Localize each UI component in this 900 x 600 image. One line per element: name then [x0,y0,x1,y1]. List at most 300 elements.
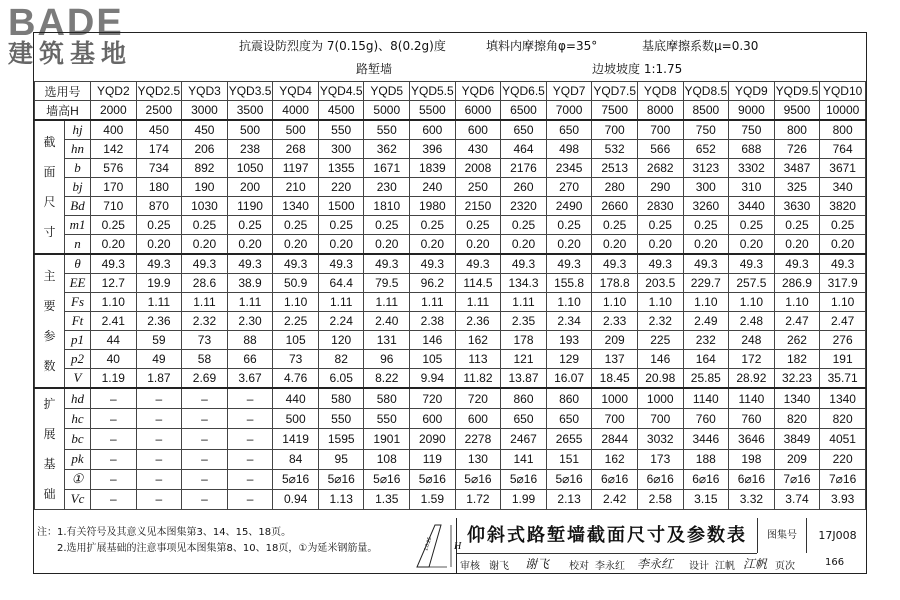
table-cell: 1500 [318,197,364,216]
table-cell: 892 [182,159,228,178]
table-cell: 114.5 [455,274,501,293]
table-cell: 96.2 [410,274,456,293]
model-col: YQD4.5 [318,82,364,101]
reviewer-signature: 谢飞 [525,557,550,571]
table-cell: 198 [729,449,775,469]
table-cell: 0.20 [592,235,638,255]
table-cell: 550 [318,409,364,429]
table-cell: – [91,489,137,509]
table-cell: 1.11 [364,293,410,312]
table-cell: 44 [91,331,137,350]
table-cell: 700 [637,409,683,429]
slope-label: 1:0.25 [423,536,434,552]
table-cell: 0.20 [683,235,729,255]
table-cell: 317.9 [820,274,866,293]
table-cell: 200 [227,178,273,197]
table-cell: 3671 [820,159,866,178]
table-cell: 2.13 [546,489,592,509]
table-cell: 49.3 [227,254,273,274]
table-cell: 1419 [273,429,319,449]
table-cell: 49.3 [91,254,137,274]
table-cell: 18.45 [592,369,638,389]
height-cell: 4000 [273,101,319,121]
table-cell: 173 [637,449,683,469]
table-cell: 0.20 [364,235,410,255]
table-cell: – [227,449,273,469]
table-row [35,216,866,235]
table-cell: 9.94 [410,369,456,389]
parameter-symbol: b [65,159,91,178]
group-label-char: 数 [43,359,56,373]
table-row [35,331,866,350]
table-cell: 5⌀16 [546,469,592,489]
table-cell: – [136,449,182,469]
model-col: YQD6.5 [501,82,547,101]
table-cell: 734 [136,159,182,178]
table-row [35,429,866,449]
table-cell: 49.3 [729,254,775,274]
table-cell: 1.11 [410,293,456,312]
table-cell: 1340 [273,197,319,216]
table-cell: 500 [273,409,319,429]
table-cell: 268 [273,140,319,159]
group-label [35,120,65,254]
table-cell: 193 [546,331,592,350]
drawing-title: 仰斜式路堑墙截面尺寸及参数表 [457,518,757,554]
table-row [35,254,866,274]
table-row [35,159,866,178]
table-row [35,449,866,469]
table-cell: 1140 [729,388,775,409]
table-cell: 1355 [318,159,364,178]
table-cell: 0.20 [501,235,547,255]
table-cell: 1839 [410,159,456,178]
table-cell: 2513 [592,159,638,178]
table-cell: 1.10 [820,293,866,312]
table-cell: – [227,429,273,449]
table-row [35,140,866,159]
table-cell: 49 [136,350,182,369]
table-cell: 3.74 [774,489,820,509]
table-cell: 532 [592,140,638,159]
table-cell: 280 [592,178,638,197]
table-cell: 96 [364,350,410,369]
table-cell: 2278 [455,429,501,449]
parameter-symbol: θ [65,254,91,274]
table-cell: 49.3 [637,254,683,274]
atlas-no: 17J008 [806,518,868,553]
table-cell: 726 [774,140,820,159]
checker-signature: 李永红 [637,557,674,571]
table-cell: 66 [227,350,273,369]
table-cell: 0.94 [273,489,319,509]
table-cell: 1197 [273,159,319,178]
table-cell: 95 [318,449,364,469]
table-cell: 1810 [364,197,410,216]
table-cell: 2345 [546,159,592,178]
table-cell: 225 [637,331,683,350]
table-cell: 600 [410,409,456,429]
table-row [35,120,866,140]
table-cell: 1.19 [91,369,137,389]
table-cell: 248 [729,331,775,350]
table-cell: 700 [637,120,683,140]
note-line: 注：1.有关符号及其意义见本图集第3、14、15、18页。 [37,527,292,538]
table-cell: 0.20 [136,235,182,255]
table-cell: 700 [592,120,638,140]
reviewer-name: 谢飞 [489,561,509,572]
table-cell: 2844 [592,429,638,449]
table-cell: 49.3 [683,254,729,274]
table-cell: 286.9 [774,274,820,293]
table-cell: 325 [774,178,820,197]
table-cell: 59 [136,331,182,350]
table-cell: 1.10 [273,293,319,312]
table-cell: 340 [820,178,866,197]
table-cell: 105 [273,331,319,350]
title-block [456,518,867,573]
table-cell: 146 [410,331,456,350]
table-cell: 178.8 [592,274,638,293]
model-col: YQD10 [820,82,866,101]
table-cell: 238 [227,140,273,159]
table-cell: 11.82 [455,369,501,389]
table-cell: 550 [364,409,410,429]
table-cell: 2.30 [227,312,273,331]
table-cell: 35.71 [820,369,866,389]
table-cell: 209 [774,449,820,469]
table-cell: 550 [318,120,364,140]
table-cell: 1190 [227,197,273,216]
table-cell: 28.6 [182,274,228,293]
table-cell: 464 [501,140,547,159]
parameter-symbol: EE [65,274,91,293]
table-cell: 1.11 [501,293,547,312]
table-cell: 1.11 [136,293,182,312]
table-cell: 164 [683,350,729,369]
table-cell: 40 [91,350,137,369]
parameter-symbol: Fs [65,293,91,312]
table-cell: – [227,489,273,509]
table-cell: – [136,429,182,449]
table-cell: 1.10 [637,293,683,312]
parameter-symbol: V [65,369,91,389]
parameter-symbol: bj [65,178,91,197]
table-row [35,235,866,255]
friction-angle-text: 填料内摩擦角φ=35° [486,39,598,53]
height-cell: 2500 [136,101,182,121]
table-cell: 3440 [729,197,775,216]
table-cell: 1.99 [501,489,547,509]
table-cell: 5⌀16 [364,469,410,489]
table-cell: 5⌀16 [455,469,501,489]
table-cell: 88 [227,331,273,350]
table-cell: 600 [410,120,456,140]
parameter-symbol: hd [65,388,91,409]
design-label: 设计 [689,561,709,572]
table-cell: 49.3 [273,254,319,274]
table-cell: 5⌀16 [501,469,547,489]
table-cell: 1.13 [318,489,364,509]
table-cell: 210 [273,178,319,197]
table-cell: 1.10 [774,293,820,312]
seismic-intensity-text: 抗震设防烈度为 7(0.15g)、8(0.2g)度 [239,39,446,53]
table-cell: 2008 [455,159,501,178]
table-cell: – [182,469,228,489]
table-cell: 0.25 [410,216,456,235]
table-cell: 1.10 [683,293,729,312]
table-cell: 58 [182,350,228,369]
table-cell: 1.72 [455,489,501,509]
table-cell: 650 [501,409,547,429]
table-cell: – [182,409,228,429]
table-row [35,469,866,489]
table-cell: 113 [455,350,501,369]
table-cell: 16.07 [546,369,592,389]
table-cell: 566 [637,140,683,159]
table-cell: 0.20 [91,235,137,255]
table-cell: 131 [364,331,410,350]
table-cell: 550 [364,120,410,140]
table-cell: 0.20 [774,235,820,255]
notes-block [37,525,377,557]
table-cell: 49.3 [410,254,456,274]
group-label-char: 扩 [43,397,56,411]
group-label-char: 要 [43,299,56,313]
table-row [35,489,866,509]
table-cell: 2.69 [182,369,228,389]
checker-name: 李永红 [595,561,625,572]
table-cell: 8.22 [364,369,410,389]
table-cell: – [91,429,137,449]
table-cell: 2150 [455,197,501,216]
table-cell: 2.32 [182,312,228,331]
table-cell: 750 [729,120,775,140]
table-cell: 3260 [683,197,729,216]
table-cell: 498 [546,140,592,159]
table-cell: 13.87 [501,369,547,389]
page-label: 页次 [775,561,795,572]
group-label [35,254,65,388]
parameter-symbol: hj [65,120,91,140]
parameter-symbol: p2 [65,350,91,369]
table-cell: 20.98 [637,369,683,389]
model-col: YQD2.5 [136,82,182,101]
height-cell: 7000 [546,101,592,121]
table-cell: 28.92 [729,369,775,389]
table-cell: 119 [410,449,456,469]
model-col: YQD5 [364,82,410,101]
table-cell: 0.25 [227,216,273,235]
table-cell: 12.7 [91,274,137,293]
table-cell: 2090 [410,429,456,449]
table-cell: 2.32 [637,312,683,331]
table-cell: 2.49 [683,312,729,331]
table-row [35,197,866,216]
table-cell: – [136,489,182,509]
model-header-label: 选用号 [35,82,91,101]
height-cell: 10000 [820,101,866,121]
table-cell: 5⌀16 [410,469,456,489]
table-cell: 764 [820,140,866,159]
table-cell: 49.3 [820,254,866,274]
table-cell: 440 [273,388,319,409]
table-cell: – [182,388,228,409]
table-cell: 300 [318,140,364,159]
table-row [35,293,866,312]
atlas-no-label: 图集号 [757,518,806,553]
table-cell: – [227,409,273,429]
table-cell: 32.23 [774,369,820,389]
table-cell: 0.25 [774,216,820,235]
group-label-char: 基 [43,457,56,471]
table-cell: 178 [501,331,547,350]
table-cell: 240 [410,178,456,197]
group-label-char: 参 [43,329,56,343]
parameter-symbol: bc [65,429,91,449]
model-col: YQD3.5 [227,82,273,101]
table-cell: 1000 [592,388,638,409]
model-col: YQD7.5 [592,82,638,101]
table-cell: 2.36 [455,312,501,331]
parameter-symbol: hc [65,409,91,429]
table-cell: 500 [227,120,273,140]
table-cell: 1000 [637,388,683,409]
model-col: YQD4 [273,82,319,101]
table-cell: 450 [182,120,228,140]
table-cell: 2830 [637,197,683,216]
table-cell: 3446 [683,429,729,449]
table-cell: 750 [683,120,729,140]
table-cell: 229.7 [683,274,729,293]
table-cell: 105 [410,350,456,369]
table-cell: 1.59 [410,489,456,509]
table-cell: 262 [774,331,820,350]
table-cell: 270 [546,178,592,197]
table-cell: 2490 [546,197,592,216]
height-cell: 7500 [592,101,638,121]
table-cell: 2.24 [318,312,364,331]
table-cell: 220 [318,178,364,197]
table-cell: 450 [136,120,182,140]
table-cell: 300 [683,178,729,197]
table-cell: 0.25 [637,216,683,235]
table-cell: 0.20 [637,235,683,255]
table-cell: 0.20 [820,235,866,255]
table-cell: 2.25 [273,312,319,331]
table-cell: 652 [683,140,729,159]
table-row [35,178,866,197]
table-cell: 430 [455,140,501,159]
table-cell: 870 [136,197,182,216]
table-cell: 209 [592,331,638,350]
table-cell: 396 [410,140,456,159]
table-cell: 290 [637,178,683,197]
table-cell: 688 [729,140,775,159]
table-cell: 49.3 [455,254,501,274]
table-cell: 182 [774,350,820,369]
table-cell: 860 [501,388,547,409]
table-cell: 1.10 [546,293,592,312]
check-label: 校对 [569,561,589,572]
table-cell: 129 [546,350,592,369]
table-cell: 0.20 [729,235,775,255]
table-cell: 141 [501,449,547,469]
table-cell: 1.10 [729,293,775,312]
table-cell: 38.9 [227,274,273,293]
model-col: YQD6 [455,82,501,101]
table-cell: 49.3 [774,254,820,274]
wall-height-label: 墙高H [35,101,91,121]
table-cell: 0.20 [410,235,456,255]
table-cell: – [182,489,228,509]
table-cell: 0.20 [318,235,364,255]
table-cell: 600 [455,409,501,429]
table-cell: 700 [592,409,638,429]
model-col: YQD8.5 [683,82,729,101]
table-cell: 1.87 [136,369,182,389]
table-cell: 720 [410,388,456,409]
designer-signature: 江帆 [743,557,768,571]
model-col: YQD5.5 [410,82,456,101]
table-cell: 0.20 [273,235,319,255]
table-cell: 3487 [774,159,820,178]
table-cell: 130 [455,449,501,469]
table-cell: 121 [501,350,547,369]
table-cell: 73 [273,350,319,369]
table-cell: 820 [774,409,820,429]
table-cell: 6⌀16 [729,469,775,489]
table-cell: 190 [182,178,228,197]
table-cell: 2.36 [136,312,182,331]
table-cell: 137 [592,350,638,369]
table-cell: 79.5 [364,274,410,293]
table-cell: 362 [364,140,410,159]
table-cell: 191 [820,350,866,369]
table-cell: – [227,388,273,409]
table-cell: 49.3 [136,254,182,274]
table-cell: 25.85 [683,369,729,389]
table-cell: 3.32 [729,489,775,509]
table-cell: 276 [820,331,866,350]
table-cell: 580 [364,388,410,409]
table-cell: 3032 [637,429,683,449]
table-cell: 0.25 [182,216,228,235]
table-cell: 4051 [820,429,866,449]
table-cell: 82 [318,350,364,369]
table-cell: 84 [273,449,319,469]
table-cell: 146 [637,350,683,369]
table-cell: 760 [729,409,775,429]
group-label-char: 截 [43,135,56,149]
table-cell: 0.25 [820,216,866,235]
table-cell: – [136,388,182,409]
table-cell: 120 [318,331,364,350]
table-cell: 49.3 [318,254,364,274]
table-cell: – [227,469,273,489]
table-cell: – [182,429,228,449]
table-cell: 206 [182,140,228,159]
parameter-symbol: Ft [65,312,91,331]
parameter-symbol: Bd [65,197,91,216]
table-cell: 7⌀16 [820,469,866,489]
table-cell: 134.3 [501,274,547,293]
group-label-char: 尺 [43,195,56,209]
table-cell: 0.25 [729,216,775,235]
table-cell: 0.20 [455,235,501,255]
group-label-char: 主 [43,269,56,283]
page-number: 166 [825,557,845,568]
